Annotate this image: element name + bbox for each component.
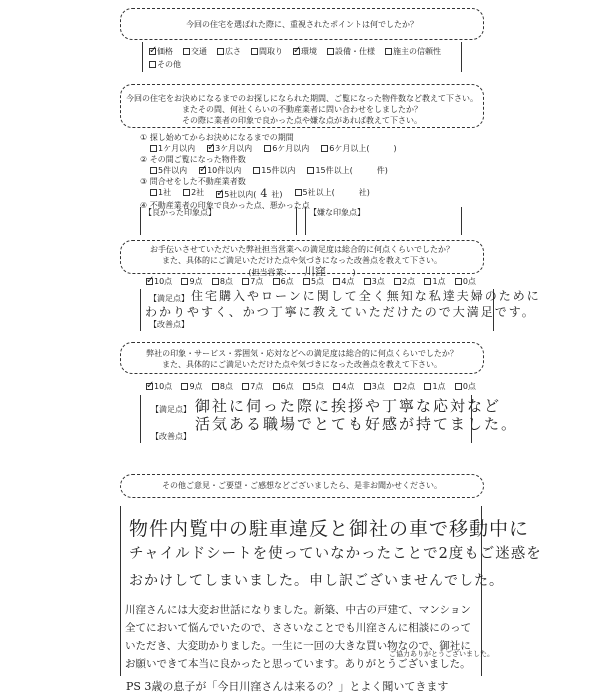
q4-score-3[interactable] bbox=[242, 381, 263, 392]
checkbox bbox=[307, 167, 314, 174]
option-label: 7点 bbox=[250, 382, 264, 391]
option-label: 5件以内 bbox=[158, 166, 188, 175]
q4-score-9[interactable] bbox=[424, 381, 445, 392]
q1-title: 今回の住宅を選ばれた際に、重視されたポイントは何でしたか？ bbox=[186, 20, 418, 29]
checkbox bbox=[149, 61, 156, 68]
checkbox bbox=[199, 167, 206, 174]
q4-score-row bbox=[146, 381, 476, 392]
q5-comment-box bbox=[120, 506, 542, 676]
checkbox bbox=[181, 278, 188, 285]
option-label: 3点 bbox=[371, 382, 385, 391]
q2-period-opt-2[interactable] bbox=[264, 143, 309, 154]
checkbox bbox=[212, 278, 219, 285]
q3-score-8[interactable] bbox=[394, 276, 415, 287]
checkbox bbox=[455, 383, 462, 390]
staff-close: ) bbox=[352, 268, 356, 277]
q1-option-6[interactable] bbox=[385, 46, 441, 57]
checkbox bbox=[183, 189, 190, 196]
checkbox bbox=[455, 278, 462, 285]
option-label: 6点 bbox=[280, 382, 294, 391]
q3-title-2: また、具体的にご満足いただけた点や気づきになった改善点を教えて下さい。 bbox=[162, 256, 442, 265]
q4-score-8[interactable] bbox=[394, 381, 415, 392]
q1-option-7[interactable] bbox=[149, 59, 181, 70]
checkbox bbox=[394, 278, 401, 285]
checkbox bbox=[150, 167, 157, 174]
q4-score-6[interactable] bbox=[333, 381, 354, 392]
checkbox bbox=[216, 191, 223, 198]
agents-count-handwritten: 4 bbox=[260, 187, 268, 200]
ps-note: PS 3歳の息子が「今日川窪さんは来るの？」とよく聞いてきます bbox=[126, 680, 449, 693]
q5-line-4: 川窪さんには大変お世話になりました。新築、中古の戸建て、マンション bbox=[125, 604, 471, 616]
printed-thanks: ご協力ありがとうございました。 bbox=[389, 650, 494, 658]
option-label: 価格 bbox=[157, 47, 173, 56]
checkbox bbox=[150, 145, 157, 152]
option-label: 間取り bbox=[259, 47, 283, 56]
q3-score-9[interactable] bbox=[424, 276, 445, 287]
q2-bad-box bbox=[305, 207, 462, 235]
checkbox bbox=[212, 383, 219, 390]
option-label: 4点 bbox=[341, 277, 355, 286]
checkbox bbox=[303, 383, 310, 390]
option-label: 9点 bbox=[189, 382, 203, 391]
checkbox bbox=[251, 48, 258, 55]
option-label: 6ケ月以内 bbox=[272, 144, 310, 153]
option-label: 設備・仕様 bbox=[335, 47, 375, 56]
checkbox bbox=[333, 383, 340, 390]
checkbox bbox=[364, 383, 371, 390]
option-label: 広さ bbox=[225, 47, 241, 56]
checkbox bbox=[303, 278, 310, 285]
q3-score-0[interactable] bbox=[146, 276, 172, 287]
q4-score-4[interactable] bbox=[273, 381, 294, 392]
q3-score-5[interactable] bbox=[303, 276, 324, 287]
checkbox bbox=[181, 383, 188, 390]
checkbox bbox=[333, 278, 340, 285]
checkbox bbox=[273, 383, 280, 390]
q3-satisfied-line-2: わかりやすく、かつ丁寧に教えていただけたので大満足です。 bbox=[145, 305, 536, 319]
checkbox bbox=[149, 48, 156, 55]
q4-title-2: また、具体的にご満足いただけた点や気づきになった改善点を教えて下さい。 bbox=[162, 360, 442, 369]
q1-option-0[interactable] bbox=[149, 46, 173, 57]
q5-header bbox=[120, 474, 484, 498]
q3-satisfied-line-1: 住宅購入やローンに関して全く無知な私達夫婦のために bbox=[191, 289, 541, 303]
q3-score-7[interactable] bbox=[364, 276, 385, 287]
q1-option-5[interactable] bbox=[327, 46, 375, 57]
option-label: 1点 bbox=[432, 277, 446, 286]
q4-score-0[interactable] bbox=[146, 381, 172, 392]
q2-count-label: ② その間ご覧になった物件数 bbox=[140, 155, 246, 164]
option-label: 2点 bbox=[402, 277, 416, 286]
option-label: 10件以内 bbox=[207, 166, 242, 175]
checkbox bbox=[207, 145, 214, 152]
q3-improve-label: 【改善点】 bbox=[149, 320, 189, 329]
option-label: 1ケ月以内 bbox=[158, 144, 196, 153]
q3-score-row bbox=[146, 276, 476, 287]
option-label: その他 bbox=[157, 60, 181, 69]
q2-agents-options bbox=[140, 187, 480, 200]
checkbox bbox=[253, 167, 260, 174]
q2-period-opt-3[interactable]: 6ケ月以上( ) bbox=[321, 143, 396, 154]
option-label: 1点 bbox=[432, 382, 446, 391]
q1-option-2[interactable] bbox=[217, 46, 241, 57]
q2-count-opt-3[interactable]: 15件以上( 件) bbox=[307, 165, 387, 176]
checkbox bbox=[321, 145, 328, 152]
q1-header bbox=[120, 8, 484, 40]
option-label: 15件以内 bbox=[261, 166, 296, 175]
q1-options bbox=[143, 42, 461, 74]
q2-period-options bbox=[140, 143, 480, 154]
q4-satisfied-line-1: 御社に伺った際に挨拶や丁寧な応対など bbox=[195, 397, 502, 415]
q4-satisfied-label: 【満足点】 bbox=[151, 405, 191, 414]
q5-line-2: チャイルドシートを使っていなかったことで2度もご迷惑を bbox=[129, 546, 542, 562]
option-label: 5点 bbox=[310, 277, 325, 286]
q4-score-7[interactable] bbox=[364, 381, 385, 392]
q2-agents-opt-2[interactable]: 2社 bbox=[183, 187, 204, 200]
checkbox bbox=[273, 278, 280, 285]
q3-comment-box bbox=[140, 289, 541, 331]
checkbox bbox=[293, 48, 300, 55]
q3-score-10[interactable] bbox=[455, 276, 476, 287]
option-label: 6点 bbox=[280, 277, 294, 286]
q4-improve-label: 【改善点】 bbox=[151, 432, 191, 441]
checkbox bbox=[385, 48, 392, 55]
checkbox bbox=[146, 278, 153, 285]
checkbox bbox=[327, 48, 334, 55]
q2-agents-opt-1[interactable]: 1社 bbox=[150, 187, 171, 200]
checkbox bbox=[424, 278, 431, 285]
q2-title-1: 今回の住宅をお決めになるまでのお探しになられた期間、ご覧になった物件数など教えて下さい。 bbox=[126, 94, 478, 103]
option-label: 8点 bbox=[219, 382, 233, 391]
q4-title-1: 弊社の印象・サービス・雰囲気・応対などへの満足度は総合的に何点くらいでしたか？ bbox=[146, 349, 458, 358]
checkbox bbox=[183, 48, 190, 55]
q2-title-3: その際に業者の印象で良かった点や嫌な点があれば教えて下さい。 bbox=[182, 116, 422, 125]
q5-line-5: 全てにおいて悩んでいたので、ささいなことでも川窪さんに相談にのって bbox=[125, 622, 472, 634]
option-label: 6ケ月以上( bbox=[329, 144, 370, 153]
checkbox bbox=[424, 383, 431, 390]
checkbox bbox=[146, 383, 153, 390]
q3-header bbox=[120, 240, 484, 278]
staff-name-handwritten: 川窪 bbox=[304, 265, 326, 278]
option-label: 5点 bbox=[310, 382, 325, 391]
checkbox bbox=[394, 383, 401, 390]
checkbox bbox=[242, 383, 249, 390]
q3-score-2[interactable] bbox=[212, 276, 233, 287]
bad-impression-label: 【嫌な印象点】 bbox=[309, 208, 365, 217]
q3-score-4[interactable] bbox=[273, 276, 294, 287]
option-label: 10点 bbox=[154, 277, 173, 286]
option-label: 2点 bbox=[402, 382, 416, 391]
q3-score-3[interactable] bbox=[242, 276, 263, 287]
q5-line-1: 物件内覧中の駐車違反と御社の車で移動中に bbox=[129, 518, 530, 540]
q4-satisfied-line-2: 活気ある職場でとても好感が持てました。 bbox=[195, 415, 519, 433]
option-label: 4点 bbox=[341, 382, 355, 391]
q4-score-10[interactable] bbox=[455, 381, 476, 392]
q5-title: その他ご意見・ご要望・ご感想などございましたら、是非お聞かせください。 bbox=[162, 481, 442, 490]
q1-option-4[interactable] bbox=[293, 46, 317, 57]
q2-count-opt-2[interactable] bbox=[253, 165, 295, 176]
q2-count-opt-0[interactable] bbox=[150, 165, 187, 176]
q2-agents-label: ③ 問合せをした不動産業者数 bbox=[140, 177, 246, 186]
q3-score-6[interactable] bbox=[333, 276, 354, 287]
checkbox bbox=[295, 189, 302, 196]
q1-option-1[interactable] bbox=[183, 46, 207, 57]
option-label: 8点 bbox=[219, 277, 233, 286]
q2-agents-opt-3[interactable]: ✓ 5社以内( 4 社) bbox=[216, 187, 282, 200]
option-label: 7点 bbox=[250, 277, 264, 286]
q2-subquestions bbox=[140, 132, 480, 211]
option-label: 交通 bbox=[191, 47, 207, 56]
option-label: 10点 bbox=[154, 382, 173, 391]
checkbox bbox=[264, 145, 271, 152]
q2-good-box bbox=[140, 207, 297, 235]
q2-title-2: またその間、何社くらいの不動産業者に問い合わせをしましたか？ bbox=[182, 105, 422, 114]
checkbox bbox=[217, 48, 224, 55]
option-label: 施主の信頼性 bbox=[393, 47, 441, 56]
option-label: 0点 bbox=[462, 382, 476, 391]
checkbox bbox=[150, 189, 157, 196]
q5-line-7: お願いできて本当に良かったと思っています。ありがとうございました。 bbox=[125, 658, 471, 670]
q5-line-3: おかけしてしまいました。申し訳ございませんでした。 bbox=[129, 573, 504, 589]
q3-title-1: お手伝いさせていただいた弊社担当営業への満足度は総合的に何点くらいでしたか？ bbox=[150, 245, 454, 254]
option-label: 3点 bbox=[371, 277, 385, 286]
q2-count-opt-1[interactable] bbox=[199, 165, 241, 176]
option-label: 0点 bbox=[462, 277, 476, 286]
q2-period-opt-0[interactable] bbox=[150, 143, 195, 154]
q4-comment-box bbox=[140, 395, 519, 443]
q1-options-area bbox=[142, 42, 462, 72]
q2-impression-label: ④ 不動産業者の印象で良かった点、悪かった点 bbox=[140, 201, 310, 210]
q4-score-1[interactable] bbox=[181, 381, 202, 392]
staff-label: (担当営業： bbox=[248, 268, 292, 277]
q2-header bbox=[120, 84, 484, 128]
option-label: 環境 bbox=[301, 47, 317, 56]
q4-score-5[interactable] bbox=[303, 381, 324, 392]
q2-period-label: ① 探し始めてからお決めになるまでの期間 bbox=[140, 133, 294, 142]
option-label: 15件以上( bbox=[315, 166, 353, 175]
q2-period-opt-1[interactable] bbox=[207, 143, 252, 154]
q5-line-6: いただき、大変助かりました。一生に一回の大きな買い物なので、御社に bbox=[125, 640, 471, 652]
q4-score-2[interactable] bbox=[212, 381, 233, 392]
q2-count-options bbox=[140, 165, 480, 176]
option-label: 9点 bbox=[189, 277, 203, 286]
q2-agents-opt-4[interactable]: 5社以上( 社) bbox=[295, 187, 370, 200]
checkbox bbox=[242, 278, 249, 285]
q4-header bbox=[120, 342, 484, 374]
q3-score-1[interactable] bbox=[181, 276, 202, 287]
good-impression-label: 【良かった印象点】 bbox=[144, 208, 216, 217]
checkbox bbox=[364, 278, 371, 285]
q3-satisfied-label: 【満足点】 bbox=[149, 294, 189, 303]
q1-option-3[interactable] bbox=[251, 46, 283, 57]
option-label: 3ケ月以内 bbox=[215, 144, 253, 153]
